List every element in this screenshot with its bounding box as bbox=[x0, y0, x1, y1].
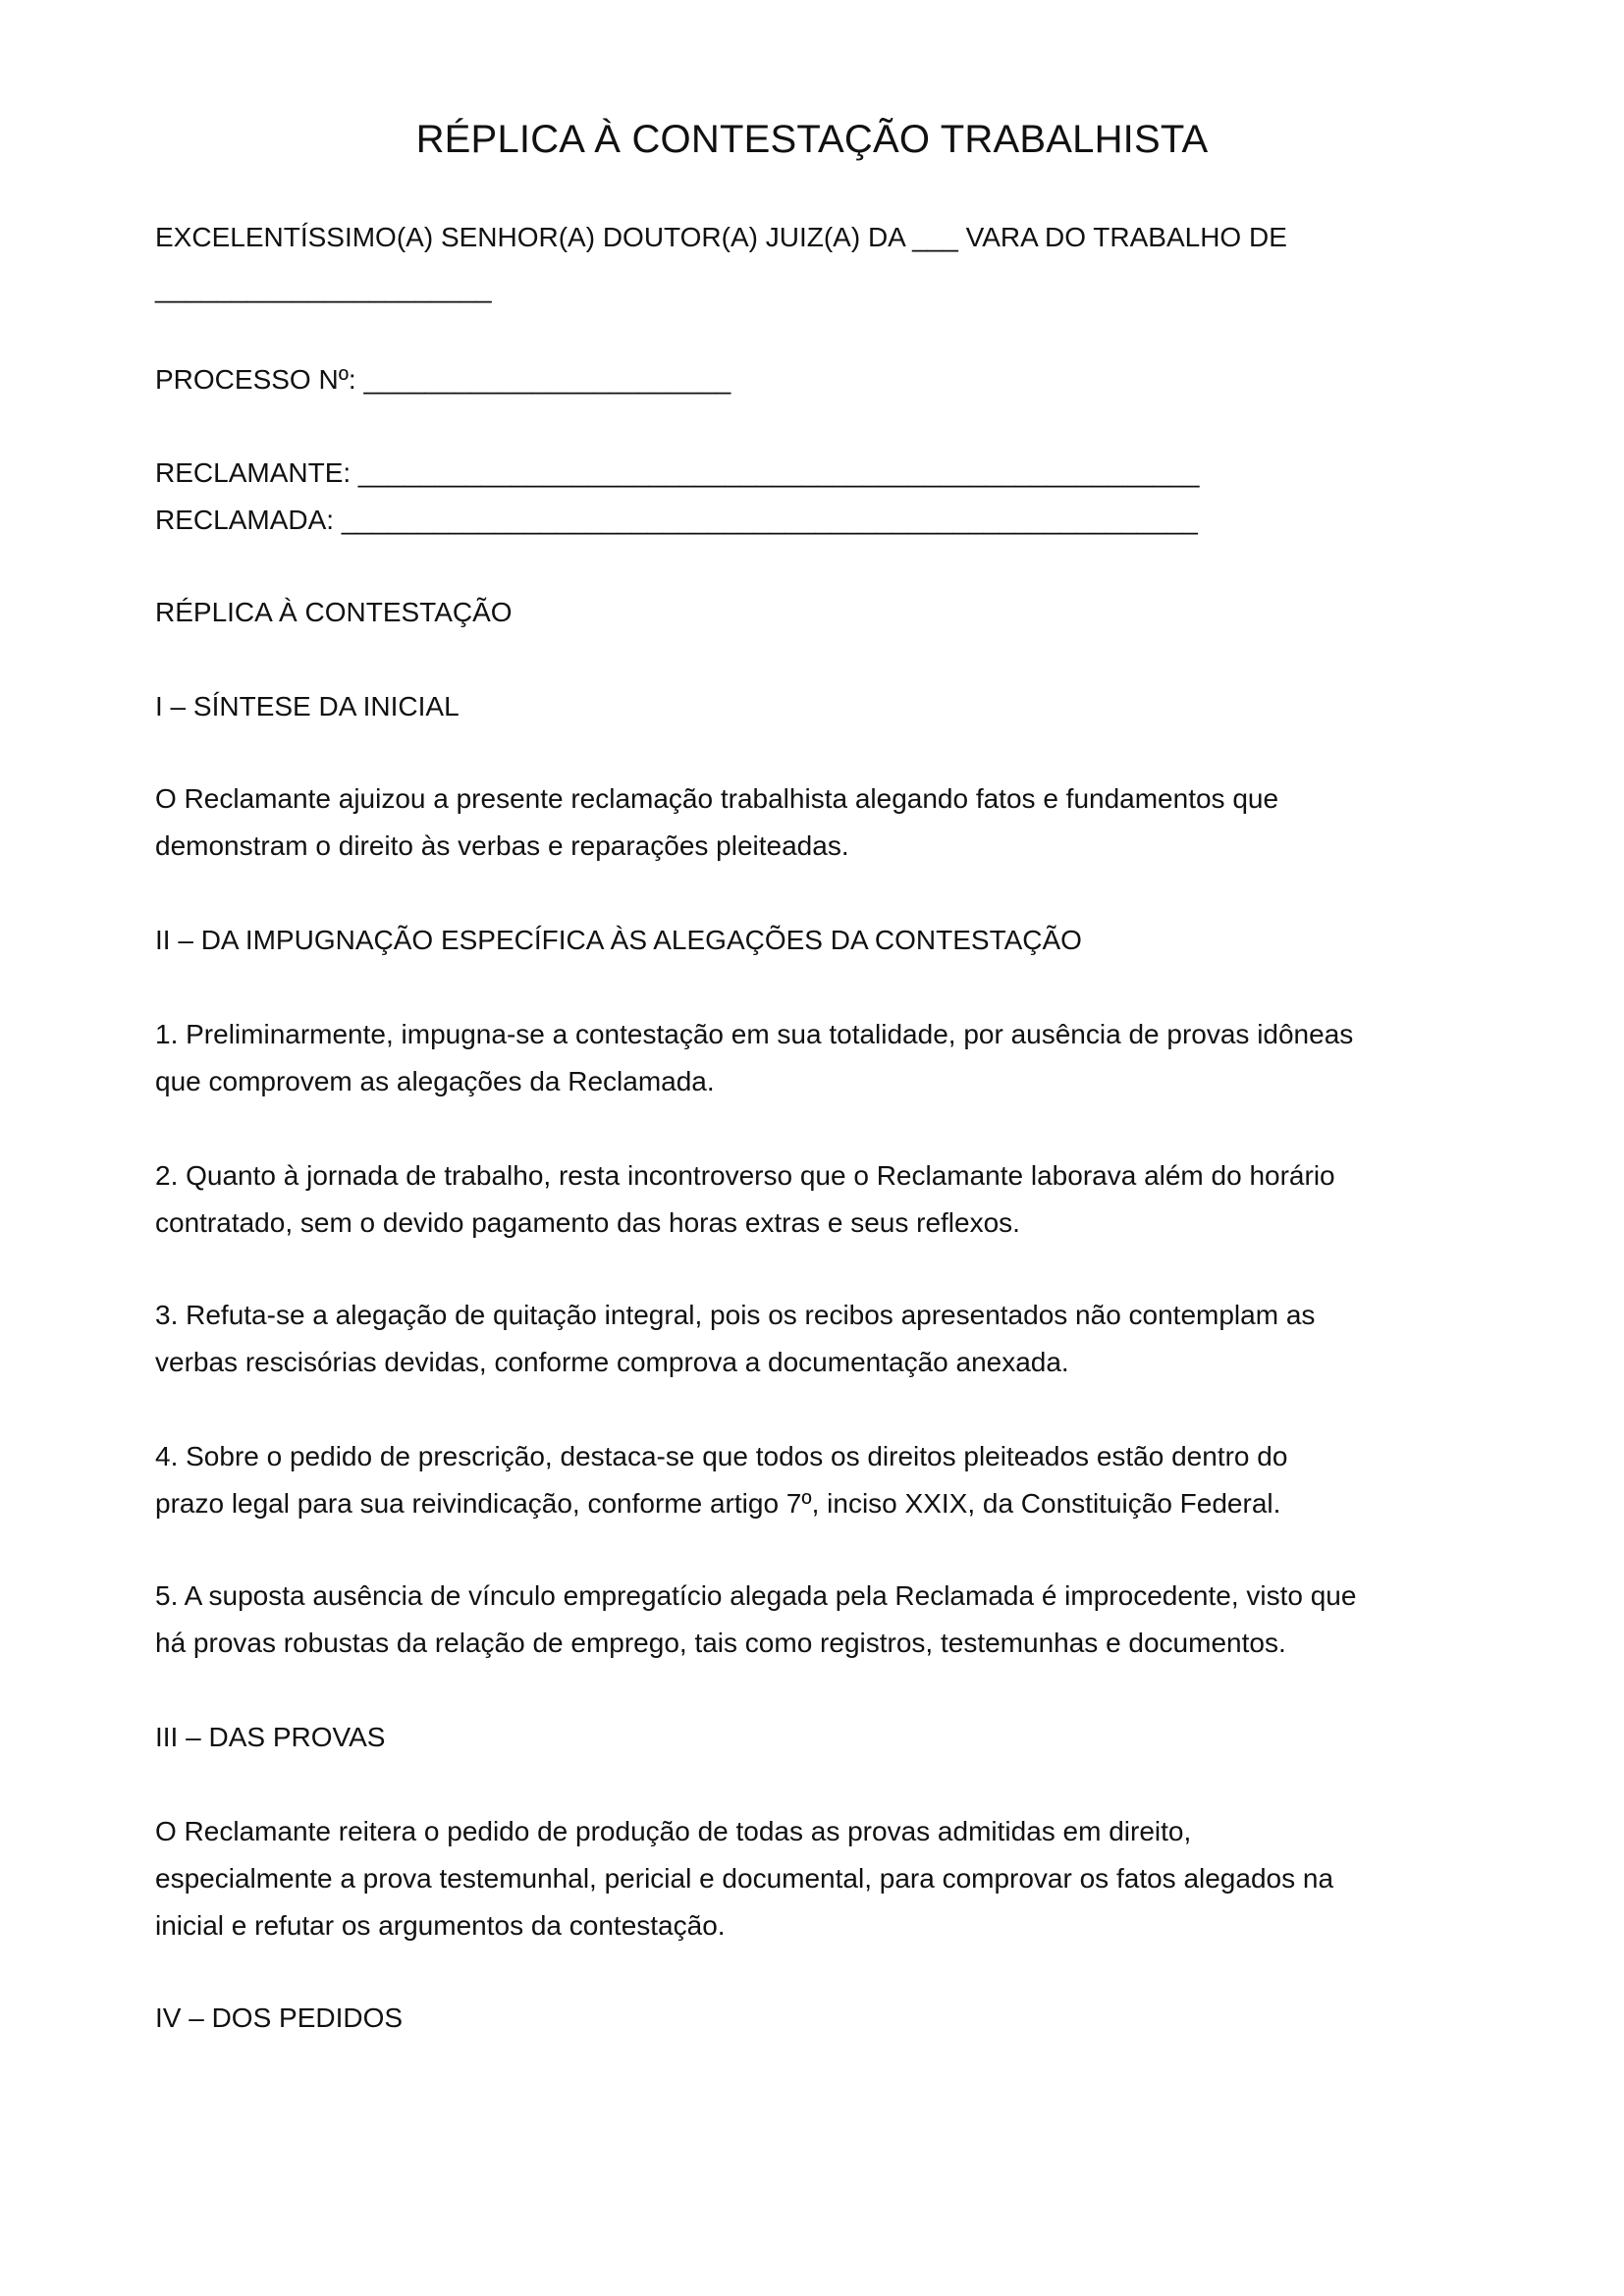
paragraph-sintese-line: demonstram o direito às verbas e reparações pleiteadas. bbox=[155, 830, 849, 861]
item-5-line: 5. A suposta ausência de vínculo empregatício alegada pela Reclamada é improcedente, visto que bbox=[155, 1580, 1357, 1611]
item-5-line: há provas robustas da relação de emprego, tais como registros, testemunhas e documentos. bbox=[155, 1628, 1286, 1658]
paragraph-provas-line: inicial e refutar os argumentos da contestação. bbox=[155, 1910, 726, 1941]
item-1-line: 1. Preliminarmente, impugna-se a contestação em sua totalidade, por ausência de provas idôneas bbox=[155, 1019, 1354, 1049]
item-4-line: 4. Sobre o pedido de prescrição, destaca-se que todos os direitos pleiteados estão dentro do bbox=[155, 1441, 1288, 1471]
addressee-line: EXCELENTÍSSIMO(A) SENHOR(A) DOUTOR(A) JUIZ(A) DA ___ VARA DO TRABALHO DE bbox=[155, 222, 1287, 252]
section-heading-provas: III – DAS PROVAS bbox=[155, 1722, 386, 1752]
item-2-line: contratado, sem o devido pagamento das horas extras e seus reflexos. bbox=[155, 1207, 1020, 1238]
reclamante-field: RECLAMANTE: _______________________________________________________ bbox=[155, 457, 1200, 488]
section-heading-impugnacao: II – DA IMPUGNAÇÃO ESPECÍFICA ÀS ALEGAÇÕES DA CONTESTAÇÃO bbox=[155, 925, 1082, 955]
item-2-line: 2. Quanto à jornada de trabalho, resta incontroverso que o Reclamante laborava além do horário bbox=[155, 1160, 1335, 1191]
document-title: RÉPLICA À CONTESTAÇÃO TRABALHISTA bbox=[415, 118, 1209, 161]
item-4-line: prazo legal para sua reivindicação, conforme artigo 7º, inciso XXIX, da Constituição Federal. bbox=[155, 1488, 1281, 1519]
item-3-line: 3. Refuta-se a alegação de quitação integral, pois os recibos apresentados não contemplam as bbox=[155, 1300, 1316, 1330]
section-heading-sintese: I – SÍNTESE DA INICIAL bbox=[155, 691, 460, 721]
replica-heading: RÉPLICA À CONTESTAÇÃO bbox=[155, 597, 513, 627]
item-3-line: verbas rescisórias devidas, conforme comprova a documentação anexada. bbox=[155, 1347, 1069, 1377]
paragraph-sintese-line: O Reclamante ajuizou a presente reclamação trabalhista alegando fatos e fundamentos que bbox=[155, 783, 1279, 814]
addressee-blank-line: ______________________ bbox=[155, 273, 492, 303]
item-1-line: que comprovem as alegações da Reclamada. bbox=[155, 1066, 715, 1096]
processo-field: PROCESSO Nº: ________________________ bbox=[155, 364, 731, 395]
section-heading-pedidos: IV – DOS PEDIDOS bbox=[155, 2002, 404, 2033]
reclamada-field: RECLAMADA: ________________________________________________________ bbox=[155, 505, 1198, 535]
paragraph-provas-line: O Reclamante reitera o pedido de produção de todas as provas admitidas em direito, bbox=[155, 1816, 1192, 1846]
paragraph-provas-line: especialmente a prova testemunhal, pericial e documental, para comprovar os fatos alegados na bbox=[155, 1863, 1334, 1894]
